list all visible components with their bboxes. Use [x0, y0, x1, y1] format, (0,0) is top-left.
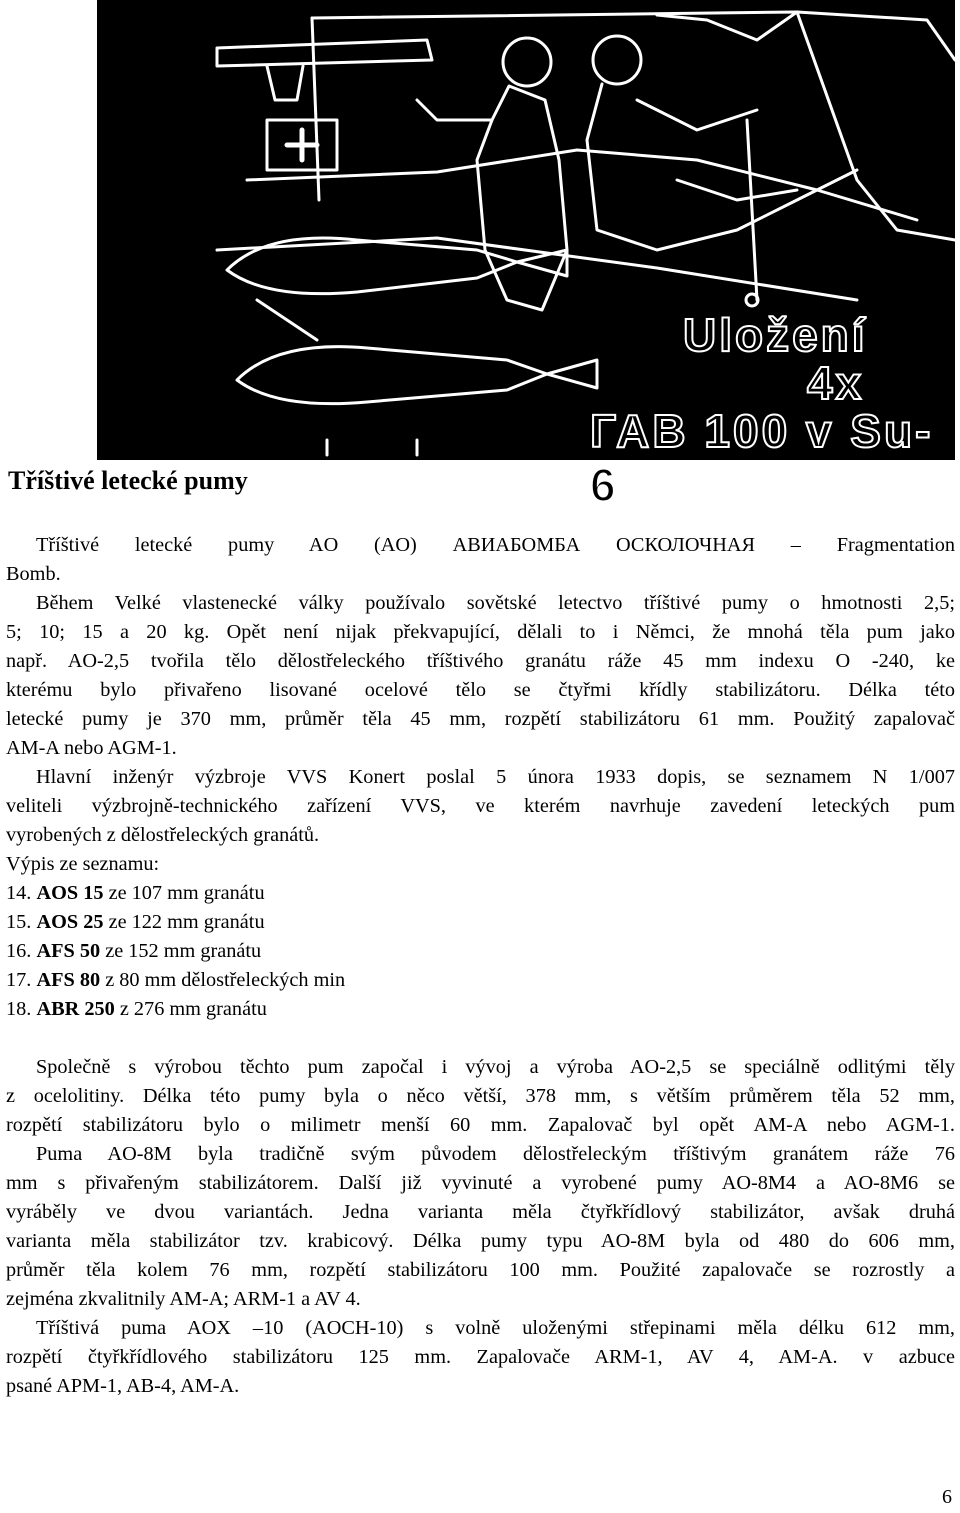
list-item-source: z 80 mm dělostřeleckých min — [105, 969, 346, 991]
paragraph-line: Tříštivá puma AOX –10 (AOCH-10) s volně uloženými střepinami měla délku 612 mm, — [36, 1317, 955, 1339]
figure-caption-line-2: 4x — [807, 357, 865, 409]
paragraph-line: rozpětí čtyřkřídlového stabilizátoru 125 mm. Zapalovače ARM-1, AV 4, AM-A. v azbuce — [6, 1346, 955, 1368]
list-item-source: ze 152 mm granátu — [105, 940, 262, 962]
list-item-number: 16. — [6, 940, 32, 962]
paragraph-line: Tříštivé letecké pumy AO (AO) АВИАБОМБА ОСКОЛОЧНАЯ – Fragmentation — [36, 534, 955, 556]
list-item-source: ze 107 mm granátu — [108, 882, 265, 904]
paragraph-line: Bomb. — [6, 563, 61, 585]
paragraph-line: varianta měla stabilizátor tzv. krabicový. Délka pumy typu AO-8M byla od 480 do 606 mm, — [6, 1230, 955, 1252]
list-item-bomb-name: AFS 50 — [36, 940, 101, 962]
figure-caption-line-3: ГАВ 100 v Su-6 — [590, 405, 934, 511]
list-item — [6, 879, 955, 908]
list-item — [6, 937, 955, 966]
list-item — [6, 995, 955, 1024]
paragraph-line: zejména zkvalitnily AM-A; ARM-1 a AV 4. — [6, 1288, 361, 1310]
paragraph-line: rozpětí stabilizátoru bylo o milimetr menší 60 mm. Zapalovač byl opět AM-A nebo AGM-1. — [6, 1114, 955, 1136]
list-item-source: z 276 mm granátu — [119, 998, 267, 1020]
paragraph-line: Puma AO-8M byla tradičně svým původem dělostřeleckým tříštivým granátem ráže 76 — [36, 1143, 955, 1165]
paragraph-line: Výpis ze seznamu: — [6, 853, 160, 875]
paragraph-line: z ocelolitiny. Délka této pumy byla o něco větší, 378 mm, s větším průměrem těla 52 mm, — [6, 1085, 955, 1107]
list-item-source: ze 122 mm granátu — [108, 911, 265, 933]
paragraph-line: kterému bylo přivařeno lisované ocelové tělo se čtyřmi křídly stabilizátoru. Délka této — [6, 679, 955, 701]
list-item-bomb-name: AFS 80 — [36, 969, 101, 991]
list-item-number: 17. — [6, 969, 32, 991]
paragraph-line: letecké pumy je 370 mm, průměr těla 45 mm, rozpětí stabilizátoru 61 mm. Použitý zapalovač — [6, 708, 955, 730]
list-item — [6, 966, 955, 995]
section-title: Tříštivé letecké pumy — [8, 466, 248, 495]
paragraph-line: mm s přivařeným stabilizátorem. Další již vyvinuté a vyrobené pumy AO-8M4 a AO-8M6 se — [6, 1172, 955, 1194]
list-item — [6, 908, 955, 937]
figure-caption-line-1: Uložení — [683, 309, 868, 361]
paragraph-line: např. AO-2,5 tvořila tělo dělostřeleckého tříštivého granátu ráže 45 mm indexu O -240, ke — [6, 650, 955, 672]
paragraph-line: vyrobených z dělostřeleckých granátů. — [6, 824, 320, 846]
paragraph-line: veliteli výzbrojně-technického zařízení VVS, ve kterém navrhuje zavedení leteckých pum — [6, 795, 955, 817]
list-item-bomb-name: AOS 15 — [36, 882, 104, 904]
paragraph-line: Během Velké vlastenecké války používalo sovětské letectvo tříštivé pumy o hmotnosti 2,5; — [36, 592, 955, 614]
paragraph-line: AM-A nebo AGM-1. — [6, 737, 177, 759]
list-item-bomb-name: ABR 250 — [36, 998, 115, 1020]
paragraph-line: průměr těla kolem 76 mm, rozpětí stabilizátoru 100 mm. Použité zapalovače se rozrostly a — [6, 1259, 955, 1281]
page-number: 6 — [942, 1486, 952, 1508]
paragraph-line: Společně s výrobou těchto pum započal i vývoj a výroba AO-2,5 se speciálně odlitými těly — [36, 1056, 955, 1078]
paragraph-line: vyráběly ve dvou variantách. Jedna varianta měla čtyřkřídlový stabilizátor, avšak druhá — [6, 1201, 955, 1223]
list-item-number: 15. — [6, 911, 32, 933]
paragraph-line: psané APM-1, AB-4, AM-A. — [6, 1375, 240, 1397]
list-item-number: 14. — [6, 882, 32, 904]
list-item-number: 18. — [6, 998, 32, 1020]
paragraph-line: Hlavní inženýr výzbroje VVS Konert poslal 5 února 1933 dopis, se seznamem N 1/007 — [36, 766, 955, 788]
paragraph-line: 5; 10; 15 a 20 kg. Opět není nijak překvapující, dělali to i Němci, že mnohá těla pum jako — [6, 621, 955, 643]
list-item-bomb-name: AOS 25 — [36, 911, 104, 933]
